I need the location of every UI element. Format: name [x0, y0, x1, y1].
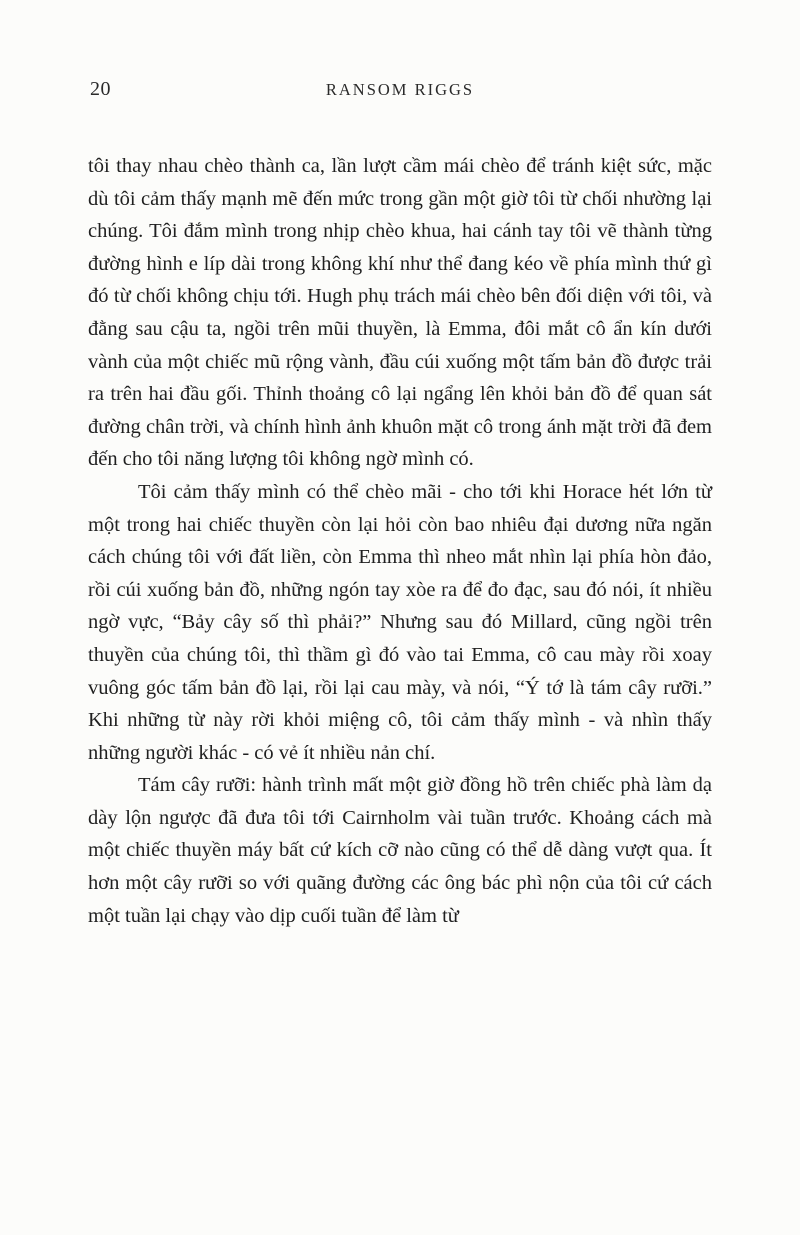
body-paragraph: Tôi cảm thấy mình có thể chèo mãi - cho tới khi Horace hét lớn từ một trong hai chiếc thuyền còn lại hỏi còn bao nhiêu đại dương nữa ngăn cách chúng tôi với đất liền, còn Emma thì nheo mắt nhìn lại phía hòn đảo, rồi cúi xuống bản đồ, những ngón tay xòe ra để đo đạc, sau đó nói, ít nhiều ngờ vực, “Bảy cây số thì phải?” Nhưng sau đó Millard, cũng ngồi trên thuyền của chúng tôi, thì thầm gì đó vào tai Emma, cô cau mày rồi xoay vuông góc tấm bản đồ lại, rồi lại cau mày, và nói, “Ý tớ là tám cây rưỡi.” Khi những từ này rời khỏi miệng cô, tôi cảm thấy mình - và nhìn thấy những người khác - có vẻ ít nhiều nản chí.	[88, 480, 712, 764]
body-paragraph: tôi thay nhau chèo thành ca, lần lượt cầm mái chèo để tránh kiệt sức, mặc dù tôi cảm thấy mạnh mẽ đến mức trong gần một giờ tôi từ chối nhường lại chúng. Tôi đắm mình trong nhịp chèo khua, hai cánh tay tôi vẽ thành từng đường hình e líp dài trong không khí như thể đang kéo về phía mình thứ gì đó từ chối không chịu tới. Hugh phụ trách mái chèo bên đối diện với tôi, và đằng sau cậu ta, ngồi trên mũi thuyền, là Emma, đôi mắt cô ẩn kín dưới vành của một chiếc mũ rộng vành, đầu cúi xuống một tấm bản đồ được trải ra trên hai đầu gối. Thỉnh thoảng cô lại ngẩng lên khỏi bản đồ để quan sát đường chân trời, và chính hình ảnh khuôn mặt cô trong ánh mặt trời đã đem đến cho tôi năng lượng tôi không ngờ mình có.	[88, 155, 712, 471]
running-header-title: RANSOM RIGGS	[325, 80, 475, 99]
page-number: 20	[90, 78, 111, 100]
body-paragraph: Tám cây rưỡi: hành trình mất một giờ đồng hồ trên chiếc phà làm dạ dày lộn ngược đã đưa tôi tới Cairnholm vài tuần trước. Khoảng cách mà một chiếc thuyền máy bất cứ kích cỡ nào cũng có thể dễ dàng vượt qua. Ít hơn một cây rưỡi so với quãng đường các ông bác phì nộn của tôi cứ cách một tuần lại chạy vào dịp cuối tuần để làm từ	[88, 774, 712, 927]
running-header	[88, 76, 712, 106]
page-body	[88, 150, 712, 932]
